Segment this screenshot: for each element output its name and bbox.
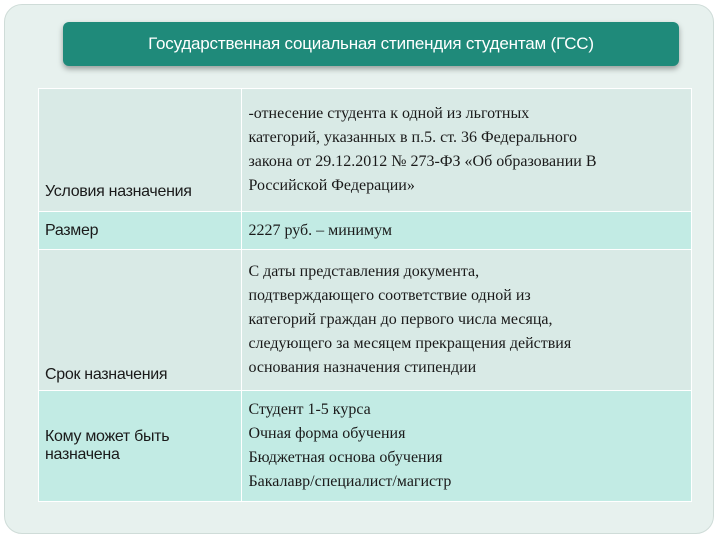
row-value	[242, 391, 692, 502]
value-line: 2227 руб. – минимум	[248, 221, 393, 239]
page-title: Государственная социальная стипендия студентам (ГСС)	[63, 22, 679, 66]
row-label: Условия назначения	[39, 89, 242, 212]
slide	[4, 4, 714, 534]
row-label: Срок назначения	[39, 250, 242, 391]
value-line: -отнесение студента к одной из льготных	[248, 105, 530, 122]
row-label: Кому может быть назначена	[39, 391, 242, 502]
value-line: Студент 1-5 курса	[248, 401, 371, 418]
row-value	[242, 212, 692, 250]
table-row	[39, 89, 692, 212]
value-line: следующего за месяцем прекращения действия	[248, 335, 572, 352]
value-line: категорий граждан до первого числа месяца,	[248, 311, 553, 328]
value-line: Очная форма обучения	[248, 425, 406, 442]
value-line: Бюджетная основа обучения	[248, 449, 443, 466]
value-line: С даты представления документа,	[248, 263, 480, 280]
table-row	[39, 391, 692, 502]
row-label: Размер	[39, 212, 242, 250]
row-value	[242, 89, 692, 212]
value-line: категорий, указанных в п.5. ст. 36 Федерального	[248, 129, 577, 146]
value-line: закона от 29.12.2012 № 273-ФЗ «Об образовании В	[248, 153, 597, 170]
value-line: основания назначения стипендии	[248, 359, 477, 376]
value-line: Российской Федерации»	[248, 177, 415, 194]
table-row	[39, 212, 692, 250]
row-value	[242, 250, 692, 391]
value-line: Бакалавр/специалист/магистр	[248, 473, 452, 490]
table-row	[39, 250, 692, 391]
value-line: подтверждающего соответствие одной из	[248, 287, 531, 304]
scholarship-table	[38, 88, 692, 502]
